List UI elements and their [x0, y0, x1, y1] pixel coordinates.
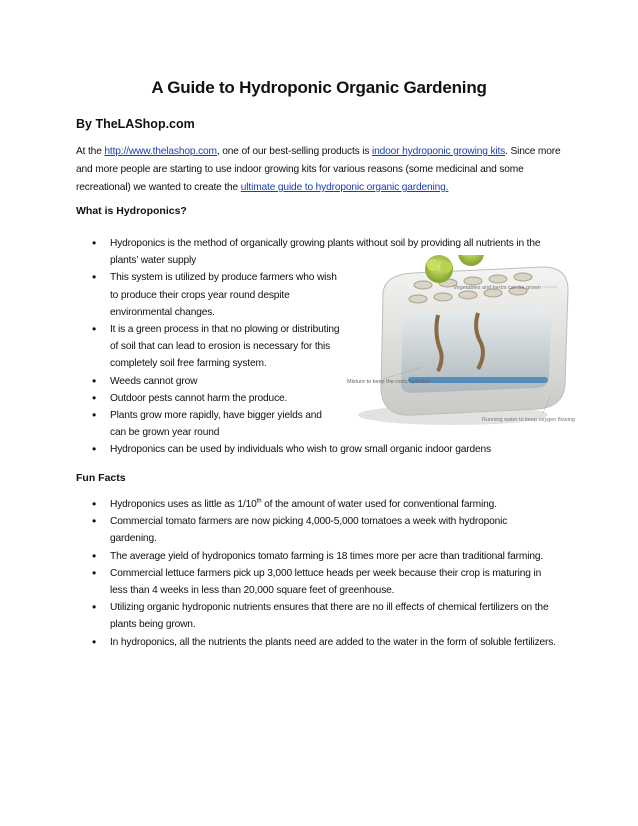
fun-facts-bullet-list	[76, 496, 556, 651]
figure-label-bottom: Running water to keep oxygen flowing	[482, 417, 575, 423]
list-item: • Plants grow more rapidly, have bigger yields and can be grown year round	[76, 407, 340, 441]
list-item: • It is a green process in that no plowing or distributing of soil that can lead to erosion is necessary for this completely soil free farming system.	[76, 321, 340, 373]
list-item: • Commercial tomato farmers are now picking 4,000-5,000 tomatoes a week with hydroponic gardening.	[76, 513, 556, 547]
intro-text-1: At the	[76, 146, 105, 157]
document-title: A Guide to Hydroponic Organic Gardening	[151, 78, 487, 97]
list-item: • In hydroponics, all the nutrients the plants need are added to the water in the form of soluble fertilizers.	[76, 634, 556, 651]
list-item: • The average yield of hydroponics tomato farming is 18 times more per acre than traditional farming.	[76, 548, 556, 565]
list-item	[76, 496, 556, 513]
hydroponic-kits-link[interactable]: indoor hydroponic growing kits	[372, 146, 506, 157]
list-item: • Utilizing organic hydroponic nutrients ensures that there are no ill effects of chemical fertilizers on the plants being grown.	[76, 599, 556, 633]
what-is-hydroponics-heading: What is Hydroponics?	[76, 205, 187, 217]
fact-superscript: th	[256, 498, 262, 505]
figure-label-top: Vegetables and herbs can be grown	[453, 285, 541, 291]
list-item: • Commercial lettuce farmers pick up 3,000 lettuce heads per week because their crop is maturing in less than 4 weeks in less than 20,000 square feet of greenhouse.	[76, 565, 556, 599]
list-item: • This system is utilized by produce farmers who wish to produce their crops year round despite environmental changes.	[76, 269, 340, 321]
list-item: • Hydroponics is the method of organically growing plants without soil by providing all nutrients in the plants’ water supply	[76, 235, 556, 269]
byline: By TheLAShop.com	[76, 117, 195, 131]
intro-paragraph	[76, 143, 576, 197]
thelashop-link[interactable]: http://www.thelashop.com	[104, 146, 217, 157]
hydroponic-kit-illustration	[343, 255, 579, 435]
ultimate-guide-link[interactable]: ultimate guide to hydroponic organic gardening.	[240, 182, 449, 193]
list-item: • Weeds cannot grow	[76, 373, 556, 390]
intro-text-3: . Since more and more people are starting to use indoor growing kits for various reasons (some medicinal and some recreational) we wanted to create the	[76, 146, 561, 193]
list-item: • Hydroponics can be used by individuals who wish to grow small organic indoor gardens	[76, 441, 556, 458]
list-item: • Outdoor pests cannot harm the produce.	[76, 390, 556, 407]
intro-text-2: , one of our best-selling products is	[216, 146, 373, 157]
fact-text-pre: Hydroponics uses as little as 1/10	[110, 499, 257, 510]
fact-text-post: of the amount of water used for conventional farming.	[261, 499, 497, 510]
figure-label-left: Mixture to keep the roots hydrated	[347, 379, 431, 385]
fun-facts-heading: Fun Facts	[76, 472, 126, 484]
